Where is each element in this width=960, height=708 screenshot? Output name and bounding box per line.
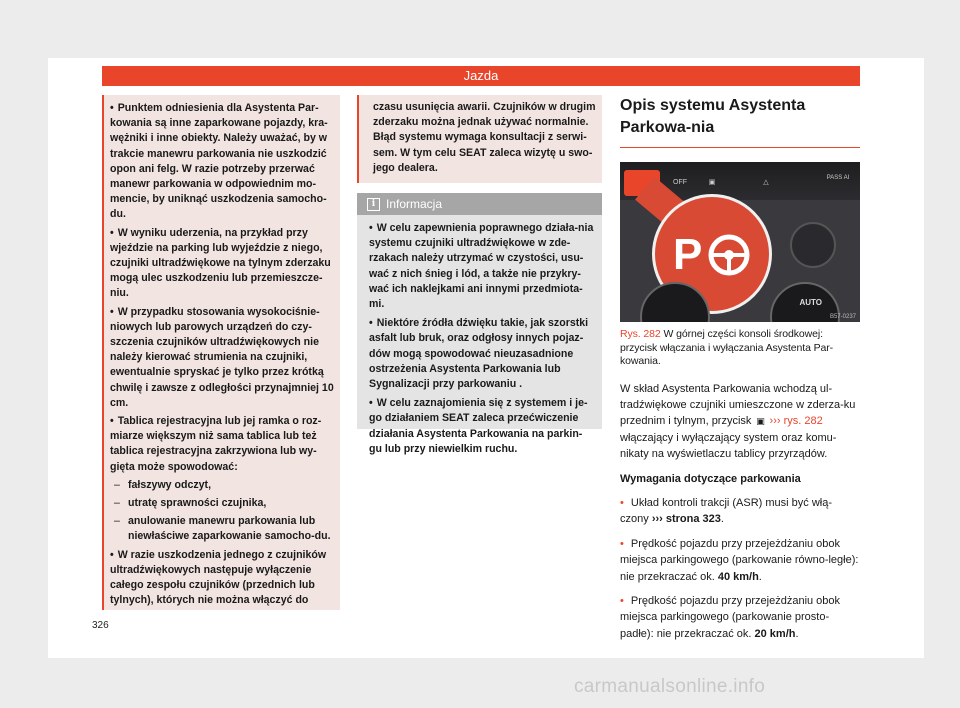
control-knob <box>790 222 836 268</box>
hazard-icon: △ <box>763 179 769 186</box>
warning-continuation: czasu usunięcia awarii. Czujników w drugim zderzaku można jednak używać normalnie. Błąd systemu wymaga konsultacji z serwi-sem. W tym celu SEAT zaleca wizytę u swo-jego dealera. <box>373 101 596 174</box>
warning-paragraph: • W przypadku stosowania wysokociśnie-niowych lub parowych urządzeń do czy-szczenia czujników ultradźwiękowych nie należy kierować strumienia na czujniki, ewentualnie spryskać je tylko przez krótką chwilę i zawsze z odległości przynajmniej 10 cm. <box>110 305 334 411</box>
park-assist-small-icon: ▣ <box>756 416 765 427</box>
info-icon: i <box>367 198 380 211</box>
figure-code: B57-0237 <box>829 314 856 320</box>
requirement-text: Układ kontroli trakcji (ASR) musi być włą-czony <box>620 496 833 526</box>
figure-ref: Rys. 282 <box>620 328 661 340</box>
warning-paragraph: • W wyniku uderzenia, na przykład przy wjeździe na parking lub wyjeździe z niego, czujniki ultradźwiękowe na tylnym zderzaku mogą ulec uszkodzeniu lub przemieszcze-niu. <box>110 226 334 302</box>
requirement-text: . <box>758 570 762 583</box>
requirement-text: . <box>720 513 724 526</box>
figure-link[interactable]: ››› rys. 282 <box>769 415 823 428</box>
body-paragraph <box>620 381 860 463</box>
body-text <box>620 381 860 643</box>
info-box <box>357 193 602 455</box>
info-body <box>357 215 602 457</box>
figure-caption <box>620 328 860 369</box>
page-link[interactable]: ››› strona 323 <box>651 513 721 526</box>
warning-paragraph: • Tablica rejestracyjna lub jej ramka o roz-miarze większym niż sama tablica lub też tablica rejestracyjna zakrzywiona lub wy-gięta może spowodować: <box>110 414 334 475</box>
requirement-text: Prędkość pojazdu przy przejeżdżaniu obok miejsca parkingowego (parkowanie równo-ległe): nie przekraczać ok. <box>620 537 859 583</box>
section-title: Opis systemu Asystenta Parkowa-nia <box>620 95 860 148</box>
park-icon: ▣ <box>708 179 716 186</box>
watermark: carmanualsonline.info <box>574 676 766 697</box>
svg-text:P: P <box>673 230 703 279</box>
figure-photo <box>620 162 860 322</box>
warning-box-continued <box>357 95 602 183</box>
warning-paragraph: • W razie uszkodzenia jednego z czujników ultradźwiękowych następuje wyłączenie całego zespołu czujników (przednich lub tylnych), których nie można włączyć do <box>110 548 334 609</box>
requirement-text: . <box>795 627 799 640</box>
requirement-item <box>620 593 860 642</box>
speed-value: 20 km/h <box>754 627 796 640</box>
figure-caption-text: W górnej części konsoli środkowej: przycisk włączania i wyłączania Asystenta Par-kowania. <box>620 328 834 367</box>
warning-dash-item: – utratę sprawności czujnika, <box>114 496 334 511</box>
requirement-item <box>620 536 860 585</box>
warning-dash-item: – fałszywy odczyt, <box>114 478 334 493</box>
page-number: 326 <box>92 620 109 631</box>
requirement-text: Prędkość pojazdu przy przejeżdżaniu obok miejsca parkingowego (parkowanie prosto-padłe): nie przekraczać ok. <box>620 594 841 640</box>
info-paragraph: • Niektóre źródła dźwięku takie, jak szorstki asfalt lub bruk, oraz odgłosy innych pojaz-dów mogą spowodować nieuzasadnione ostrzeżenia Asystenta Parkowania lub Sygnalizacji przy parkowaniu . <box>369 316 594 392</box>
speed-value: 40 km/h <box>717 570 759 583</box>
info-paragraph: • W celu zaznajomienia się z systemem i je-go działaniem SEAT zaleca przećwiczenie działania Asystenta Parkowania na parkin-gu lub przy niewielkim ruchu. <box>369 396 594 457</box>
warning-box-left <box>102 95 340 610</box>
requirement-item <box>620 495 860 528</box>
chapter-header: Jazda <box>102 66 860 86</box>
body-text-part: włączający i wyłączający system oraz komu-nikaty na wyświetlaczu tablicy przyrządów. <box>620 431 837 461</box>
info-header <box>357 193 602 215</box>
right-column <box>620 95 860 650</box>
warning-dash-item: – anulowanie manewru parkowania lub niewłaściwe zaparkowanie samocho-du. <box>114 514 334 544</box>
subheading: Wymagania dotyczące parkowania <box>620 472 801 485</box>
info-title: Informacja <box>386 197 443 211</box>
warning-paragraph: • Punktem odniesienia dla Asystenta Par-kowania są inne zaparkowane pojazdy, kra-wężniki i inne obiekty. Należy uważać, by w trakcie manewru parkowania nie uszkodzić opon ani felg. W razie potrzeby przerwać manewr parkowania w odpowiednim mo-mencie, by uniknąć uszkodzenia samocho-du. <box>110 101 334 223</box>
info-paragraph: • W celu zapewnienia poprawnego działa-nia systemu czujniki ultradźwiękowe w zde-rzakach należy utrzymać w czystości, usu-wać z nich śnieg i lód, a także nie przykry-wać ich naklejkami ani innymi przedmiota-mi. <box>369 221 594 312</box>
pass-airbag-label: PASS AI <box>826 175 850 181</box>
start-stop-off-label: OFF <box>673 179 687 186</box>
body-text-part: W skład Asystenta Parkowania wchodzą ul-tradźwiękowe czujniki umieszczone w zderza-ku przednim i tylnym, przycisk <box>620 382 856 428</box>
auto-label: AUTO <box>799 298 822 307</box>
